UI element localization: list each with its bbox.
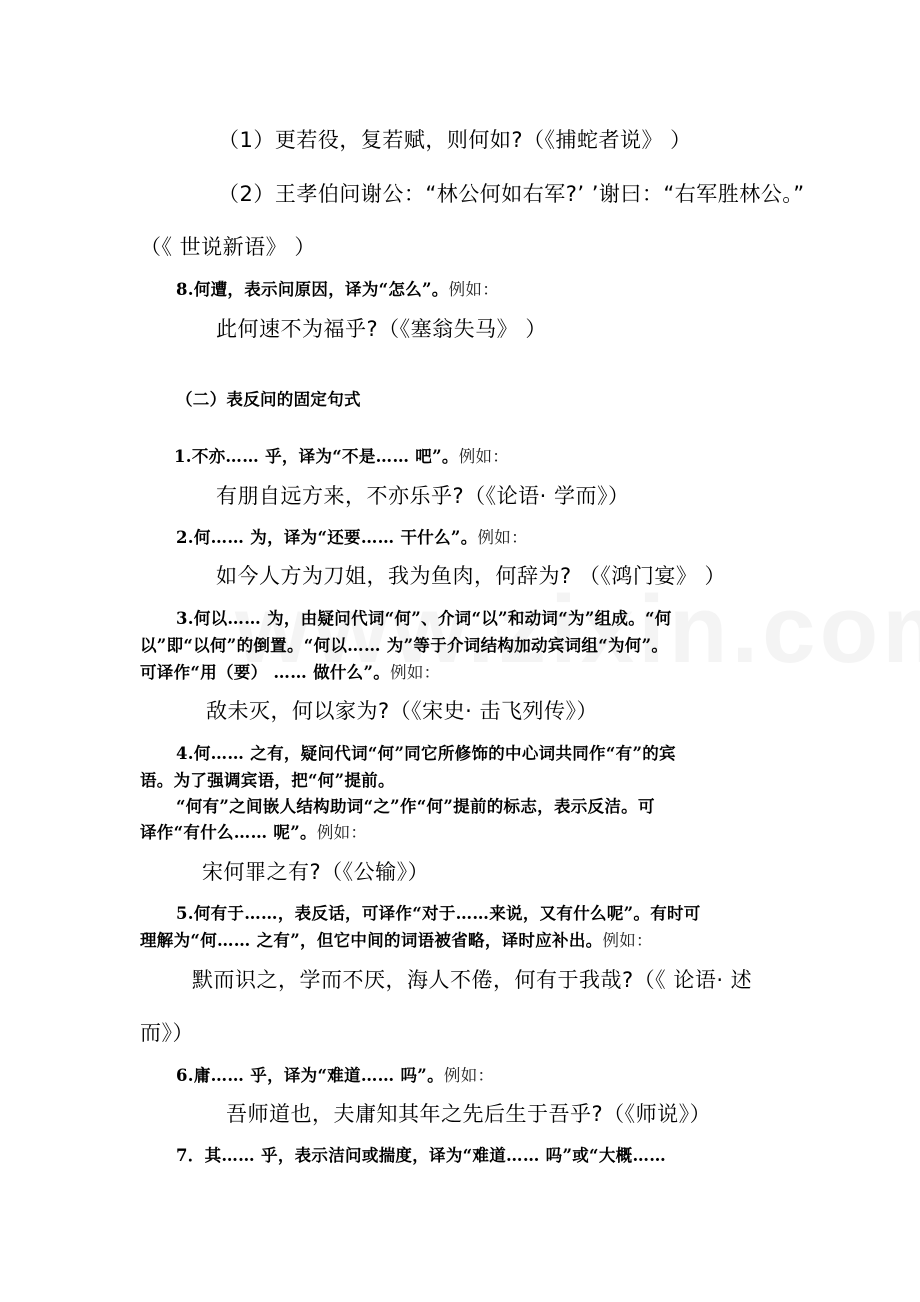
rule-text: 译作“有什么…… 呢”。: [140, 823, 317, 842]
rule-heading: [176, 276, 499, 300]
rule-example-label: 例如：: [390, 663, 441, 682]
rule-text: 可译作“用（要） …… 做什么”。: [140, 663, 391, 682]
rule-heading: [176, 1062, 494, 1086]
rule-text: 语。为了强调宾语，把“何”提前。: [140, 771, 395, 790]
example-text: 而》）: [140, 1021, 194, 1045]
example-text: 敌未灭，何以家为?（《宋史· 击飞列传》）: [206, 699, 598, 723]
example-text: 宋何罪之有?（《公输》）: [202, 860, 430, 884]
rule-example-label: 例如：: [458, 447, 510, 466]
example-text: 吾师道也，夫庸知其年之先后生于吾乎?（《师说》）: [226, 1102, 712, 1126]
rule-heading: [176, 524, 528, 548]
rule-heading: [174, 443, 509, 467]
example-text: （2）王孝伯问谢公：“林公何如右军?’ ’谢曰：“右军胜林公。”: [218, 182, 805, 206]
rule-text: 3.何以…… 为，由疑问代词“何”、介词“以”和动词“为”组成。“何: [176, 609, 672, 628]
rule-text: 4.何…… 之有，疑问代词“何”同它所修饰的中心词共同作“有”的宾: [176, 744, 676, 763]
rule-example-label: 例如：: [443, 1066, 495, 1085]
rule-text: 8.何遭，表示问原因，译为“怎么”。: [176, 280, 449, 299]
rule-text: 7．其…… 乎，表示洁问或揣度，译为“难道…… 吗”或“大概……: [176, 1146, 667, 1165]
rule-example-label: 例如：: [477, 528, 528, 547]
rule-text: 1.不亦…… 乎，译为“不是…… 吧”。: [174, 447, 459, 466]
rule-text: 理解为“何…… 之有”，但它中间的词语被省略，译时应补出。: [140, 931, 603, 950]
rule-text: 以”即“以何”的倒置。“何以…… 为”等于介词结构加动宾词组“为何”。: [140, 636, 669, 655]
rule-example-label: 例如：: [448, 280, 500, 299]
section-title: （二）表反问的固定句式: [176, 390, 361, 409]
rule-text: 6.庸…… 乎，译为“难道…… 吗”。: [176, 1066, 444, 1085]
example-text: 默而识之，学而不厌，海人不倦，何有于我哉?（《 论语· 述: [192, 968, 753, 992]
example-text: 有朋自远方来，不亦乐乎?（《论语· 学而》）: [216, 484, 630, 508]
rule-example-label: 例如：: [602, 931, 653, 950]
example-text: （1）更若役，复若赋，则何如?（《捕蛇者说》 ）: [218, 128, 692, 152]
rule-text: “何有”之间嵌人结构助词“之”作“何”提前的标志，表示反洁。可: [176, 797, 655, 816]
rule-heading: [140, 659, 440, 683]
example-source: （《 世说新语》 ）: [140, 235, 316, 259]
rule-text: 2.何…… 为，译为“还要…… 干什么”。: [176, 528, 478, 547]
rule-heading: [140, 927, 653, 951]
example-text: 此何速不为福乎?（《塞翁失马》 ）: [216, 317, 547, 341]
example-text: 如今人方为刀姐，我为鱼肉，何辞为? （《鸿门宴》 ）: [216, 564, 726, 588]
rule-example-label: 例如：: [316, 823, 368, 842]
rule-heading: [140, 819, 367, 843]
rule-text: 5.何有于……，表反话，可译作“对于……来说，又有什么呢”。有时可: [176, 904, 701, 923]
